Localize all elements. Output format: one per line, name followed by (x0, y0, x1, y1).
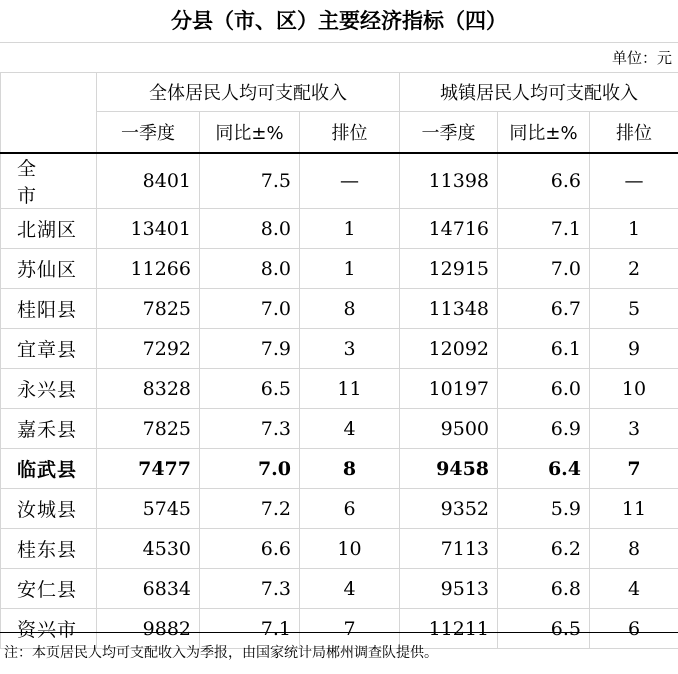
row-name: 安仁县 (1, 569, 97, 609)
cell-all-q1: 13401 (97, 209, 200, 249)
cell-urban-q1: 9500 (400, 409, 498, 449)
table-row (1, 529, 678, 569)
cell-urban-yoy: 6.2 (498, 529, 590, 569)
cell-urban-yoy: 6.8 (498, 569, 590, 609)
col-header-all-yoy: 同比±% (200, 112, 300, 154)
cell-urban-yoy: 7.1 (498, 209, 590, 249)
group-header-all: 全体居民人均可支配收入 (97, 73, 400, 112)
cell-all-rank: 4 (300, 409, 400, 449)
cell-urban-rank: 9 (590, 329, 678, 369)
row-name: 宜章县 (1, 329, 97, 369)
cell-urban-rank: 1 (590, 209, 678, 249)
note-divider (0, 632, 678, 633)
page-title: 分县（市、区）主要经济指标（四） (0, 0, 678, 43)
table-row (1, 289, 678, 329)
cell-all-q1: 7825 (97, 409, 200, 449)
cell-urban-yoy: 6.4 (498, 449, 590, 489)
cell-all-rank: 7 (300, 609, 400, 649)
cell-all-rank: 8 (300, 289, 400, 329)
cell-urban-q1: 11211 (400, 609, 498, 649)
col-header-urban-q1: 一季度 (400, 112, 498, 154)
row-name: 临武县 (1, 449, 97, 489)
group-header-urban: 城镇居民人均可支配收入 (400, 73, 678, 112)
row-name: 苏仙区 (1, 249, 97, 289)
cell-urban-q1: 9352 (400, 489, 498, 529)
cell-urban-q1: 12915 (400, 249, 498, 289)
cell-all-q1: 7477 (97, 449, 200, 489)
row-name: 永兴县 (1, 369, 97, 409)
cell-all-q1: 11266 (97, 249, 200, 289)
unit-label: 单位：元 (611, 49, 672, 67)
row-name: 全 市 (1, 153, 97, 209)
cell-urban-rank: 10 (590, 369, 678, 409)
cell-urban-q1: 14716 (400, 209, 498, 249)
cell-urban-rank: 6 (590, 609, 678, 649)
cell-all-rank: 1 (300, 209, 400, 249)
cell-all-rank: 4 (300, 569, 400, 609)
cell-urban-q1: 9513 (400, 569, 498, 609)
cell-all-yoy: 7.9 (200, 329, 300, 369)
cell-all-rank: 6 (300, 489, 400, 529)
row-name: 嘉禾县 (1, 409, 97, 449)
cell-urban-q1: 12092 (400, 329, 498, 369)
cell-all-yoy: 7.1 (200, 609, 300, 649)
footnote: 注：本页居民人均可支配收入为季报，由国家统计局郴州调查队提供。 (4, 645, 438, 661)
table-row (1, 329, 678, 369)
cell-urban-q1: 9458 (400, 449, 498, 489)
col-header-all-q1: 一季度 (97, 112, 200, 154)
col-header-all-rank: 排位 (300, 112, 400, 154)
corner-cell (1, 73, 97, 154)
cell-all-yoy: 6.5 (200, 369, 300, 409)
cell-urban-q1: 11398 (400, 153, 498, 209)
cell-all-yoy: 7.5 (200, 153, 300, 209)
col-header-urban-rank: 排位 (590, 112, 678, 154)
cell-all-yoy: 8.0 (200, 209, 300, 249)
cell-all-yoy: 6.6 (200, 529, 300, 569)
cell-all-yoy: 8.0 (200, 249, 300, 289)
indicator-table (0, 72, 678, 649)
cell-urban-rank: 11 (590, 489, 678, 529)
cell-all-yoy: 7.3 (200, 409, 300, 449)
cell-urban-rank: — (590, 153, 678, 209)
cell-all-rank: 10 (300, 529, 400, 569)
row-name: 资兴市 (1, 609, 97, 649)
cell-urban-rank: 4 (590, 569, 678, 609)
cell-all-yoy: 7.3 (200, 569, 300, 609)
cell-urban-yoy: 6.9 (498, 409, 590, 449)
table-row (1, 569, 678, 609)
cell-urban-q1: 10197 (400, 369, 498, 409)
cell-all-q1: 6834 (97, 569, 200, 609)
table-row (1, 249, 678, 289)
cell-all-q1: 8401 (97, 153, 200, 209)
cell-all-q1: 9882 (97, 609, 200, 649)
cell-all-yoy: 7.0 (200, 449, 300, 489)
table-row (1, 409, 678, 449)
cell-all-rank: 11 (300, 369, 400, 409)
row-name: 桂阳县 (1, 289, 97, 329)
cell-urban-yoy: 7.0 (498, 249, 590, 289)
cell-urban-yoy: 6.0 (498, 369, 590, 409)
cell-urban-yoy: 6.7 (498, 289, 590, 329)
table-row (1, 209, 678, 249)
cell-all-rank: — (300, 153, 400, 209)
cell-all-q1: 4530 (97, 529, 200, 569)
table-row (1, 369, 678, 409)
row-name: 汝城县 (1, 489, 97, 529)
table-row (1, 489, 678, 529)
cell-urban-rank: 8 (590, 529, 678, 569)
cell-all-rank: 8 (300, 449, 400, 489)
cell-all-rank: 3 (300, 329, 400, 369)
cell-all-rank: 1 (300, 249, 400, 289)
table-row (1, 449, 678, 489)
cell-all-q1: 8328 (97, 369, 200, 409)
row-name: 桂东县 (1, 529, 97, 569)
cell-urban-yoy: 5.9 (498, 489, 590, 529)
cell-urban-rank: 7 (590, 449, 678, 489)
cell-all-yoy: 7.2 (200, 489, 300, 529)
cell-urban-q1: 7113 (400, 529, 498, 569)
table-row (1, 153, 678, 209)
row-name: 北湖区 (1, 209, 97, 249)
cell-urban-rank: 3 (590, 409, 678, 449)
cell-urban-yoy: 6.6 (498, 153, 590, 209)
col-header-urban-yoy: 同比±% (498, 112, 590, 154)
cell-urban-yoy: 6.5 (498, 609, 590, 649)
cell-all-yoy: 7.0 (200, 289, 300, 329)
cell-urban-yoy: 6.1 (498, 329, 590, 369)
cell-urban-q1: 11348 (400, 289, 498, 329)
cell-all-q1: 5745 (97, 489, 200, 529)
cell-urban-rank: 5 (590, 289, 678, 329)
cell-urban-rank: 2 (590, 249, 678, 289)
cell-all-q1: 7292 (97, 329, 200, 369)
cell-all-q1: 7825 (97, 289, 200, 329)
